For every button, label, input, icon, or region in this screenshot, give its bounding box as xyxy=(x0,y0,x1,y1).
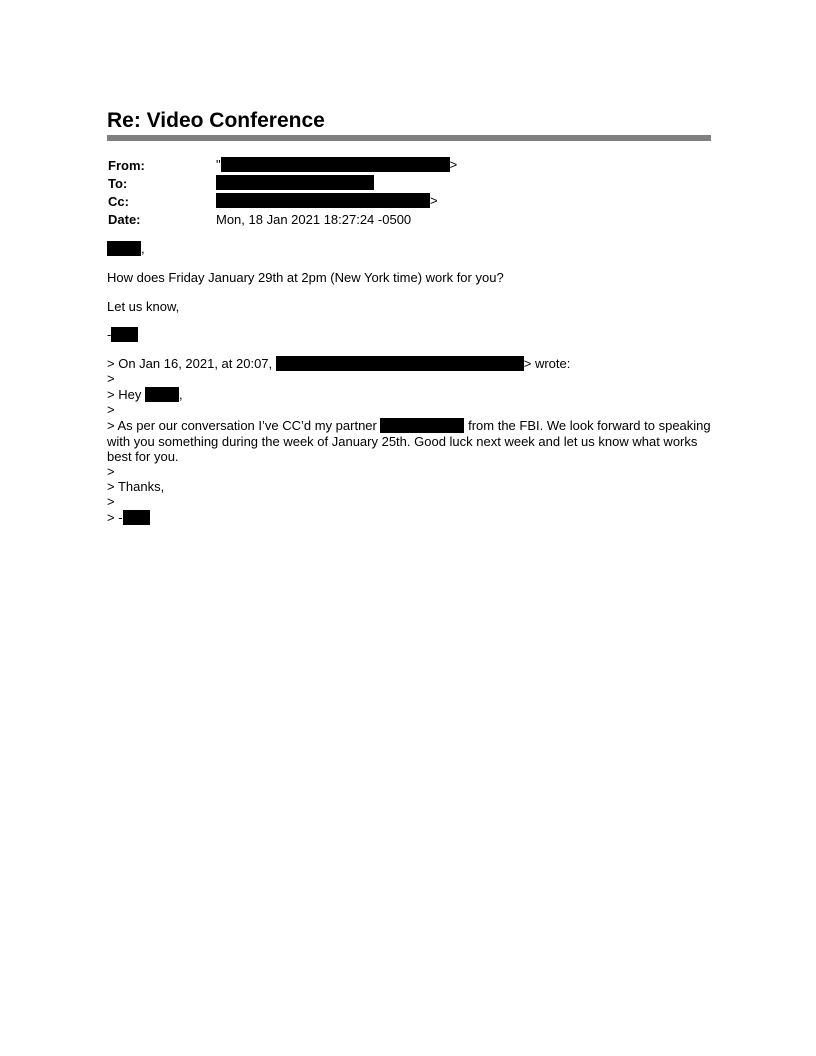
greeting-suffix: , xyxy=(141,241,145,256)
cc-label: Cc: xyxy=(108,194,129,209)
quote-intro-suffix: > wrote: xyxy=(523,356,571,371)
redaction-block xyxy=(380,418,464,433)
email-subject: Re: Video Conference xyxy=(107,109,325,132)
quote-intro xyxy=(107,356,570,371)
redaction-block xyxy=(111,327,138,342)
quote-para-prefix: > As per our conversation I’ve CC’d my partner xyxy=(107,418,381,433)
cc-close: > xyxy=(430,193,438,208)
greeting xyxy=(107,241,145,256)
quote-signoff xyxy=(107,510,150,525)
quote-blank-line: > xyxy=(107,371,115,386)
from-label: From: xyxy=(108,158,145,173)
from-value xyxy=(216,157,457,172)
quote-blank-line: > xyxy=(107,464,115,479)
redaction-block xyxy=(216,175,374,190)
quote-thanks: > Thanks, xyxy=(107,479,165,494)
redaction-block xyxy=(123,510,150,525)
to-value xyxy=(216,175,374,190)
from-close: > xyxy=(449,157,458,172)
quote-hey-suffix: , xyxy=(178,387,183,402)
quote-intro-prefix: > On Jan 16, 2021, at 20:07, xyxy=(107,356,276,371)
quote-sign-prefix: > - xyxy=(107,510,123,525)
redaction-block xyxy=(145,387,179,402)
redaction-block xyxy=(276,356,524,371)
signoff xyxy=(107,327,138,342)
body-line-2: Let us know, xyxy=(107,299,180,314)
date-value: Mon, 18 Jan 2021 18:27:24 -0500 xyxy=(216,212,412,227)
signoff-prefix: - xyxy=(107,327,112,342)
subject-divider xyxy=(107,135,711,141)
cc-value xyxy=(216,193,438,208)
redaction-block xyxy=(107,241,141,256)
to-label: To: xyxy=(108,176,128,191)
quote-blank-line: > xyxy=(107,402,115,417)
quote-para-suffix: from the FBI. We look forward to speaking with you something during the week of January 25th. Good luck next week and let us know what works best for you. xyxy=(107,418,711,464)
date-label: Date: xyxy=(108,212,141,227)
quote-hey xyxy=(107,387,183,402)
redaction-block xyxy=(216,193,430,208)
quote-hey-prefix: > Hey xyxy=(107,387,145,402)
body-line-1: How does Friday January 29th at 2pm (New York time) work for you? xyxy=(107,270,504,285)
redaction-block xyxy=(221,157,450,172)
from-open-quote: " xyxy=(216,157,221,172)
quote-blank-line: > xyxy=(107,494,115,509)
quote-paragraph xyxy=(107,418,712,465)
